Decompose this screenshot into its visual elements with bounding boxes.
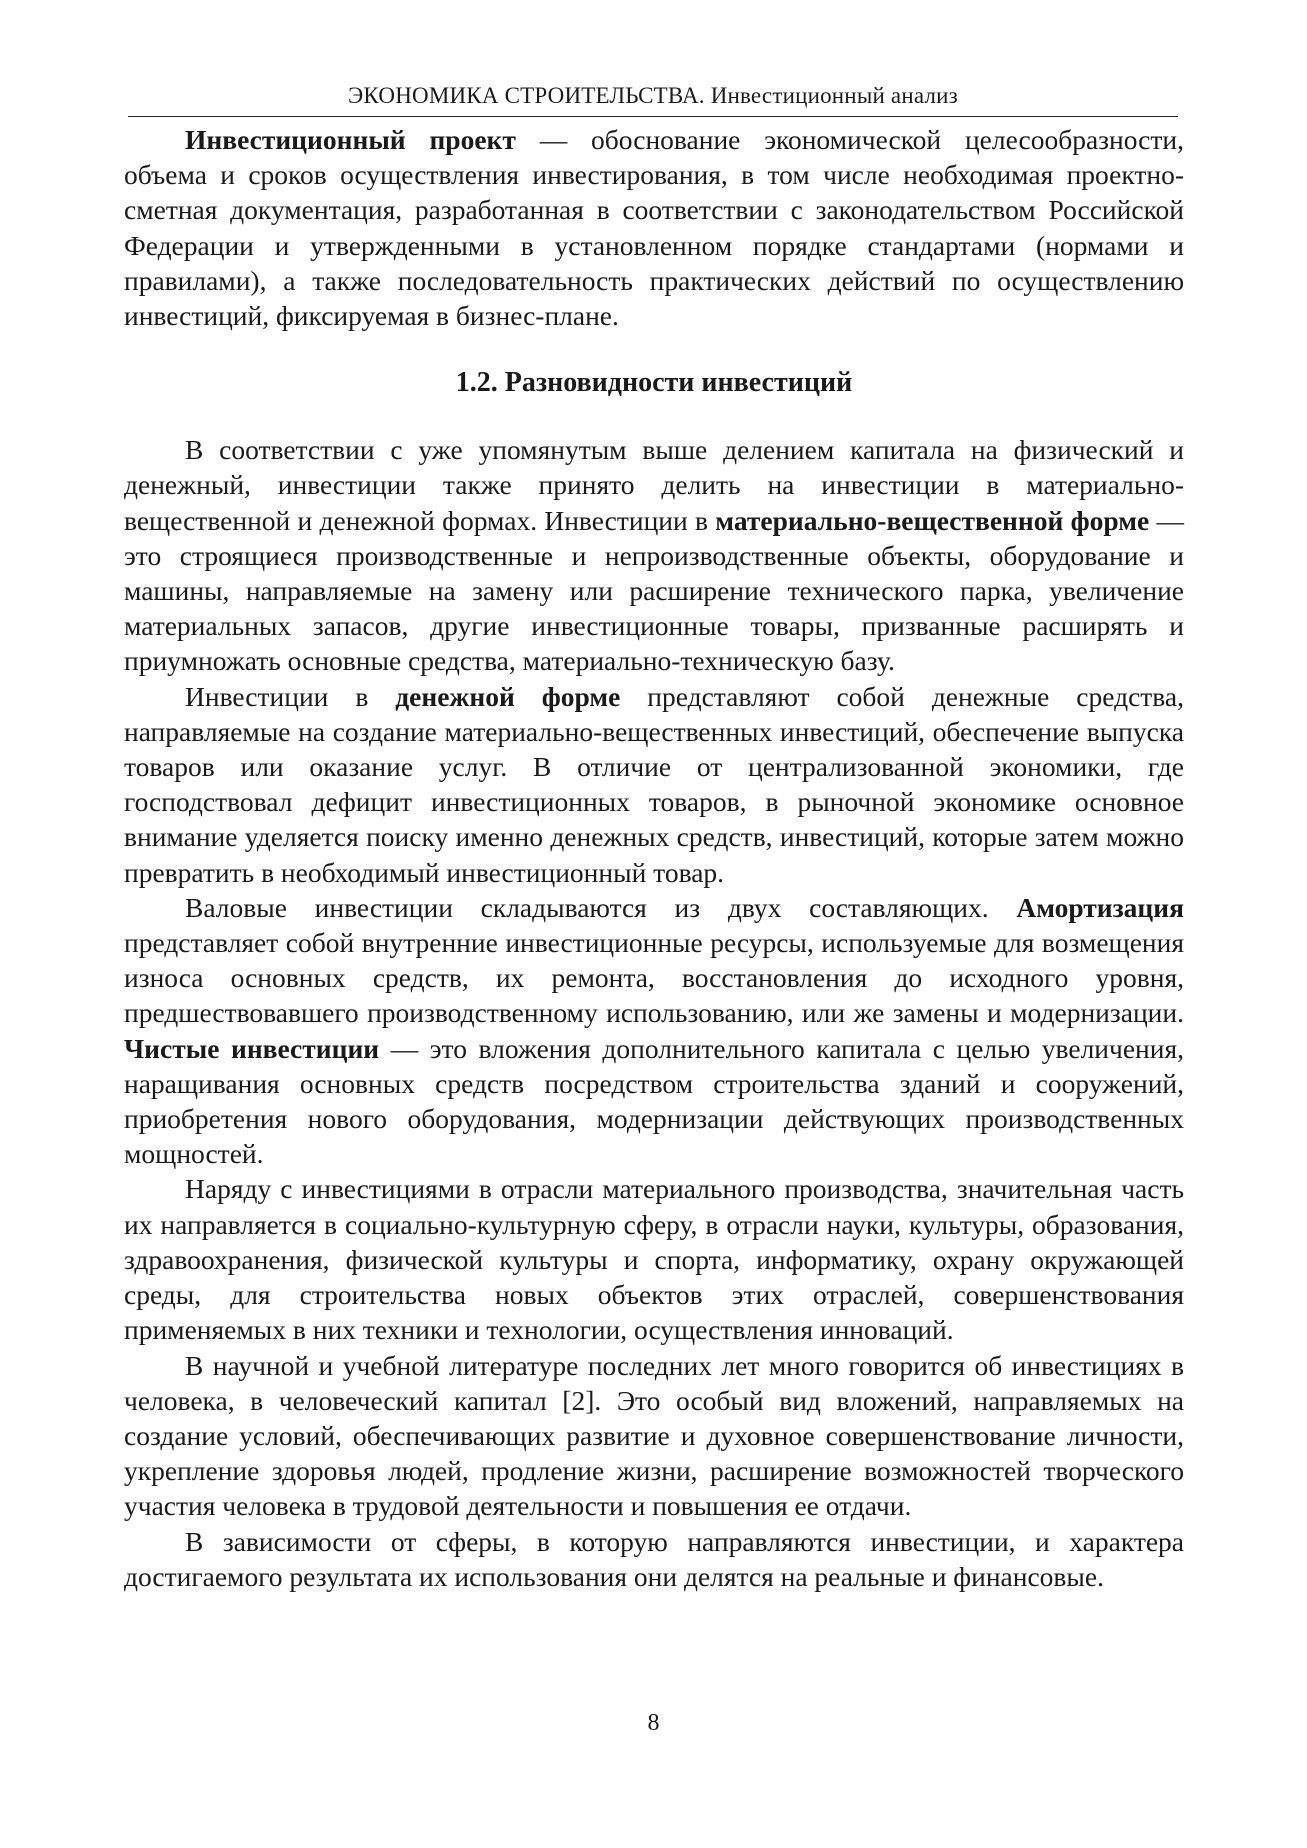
paragraph-text: представляют собой денежные средства, направляемые на создание материально-вещественных инвестиций, обеспечение выпуска товаров или оказание услуг. В отличие от централизованной экономики, где господствовал дефицит инвестиционных товаров, в рыночной экономике основное внимание уделяется поиску именно денежных средств, инвестиций, которые затем можно превратить в необходимый инвестиционный товар. (124, 680, 1184, 888)
paragraph-text: представляет собой внутренние инвестиционные ресурсы, используемые для возмещения износа основных средств, их ремонта, восстановления до исходного уровня, предшествовавшего производственному использованию, или же замены и модернизации. (124, 927, 1184, 1029)
section-heading: 1.2. Разновидности инвестиций (455, 367, 853, 399)
paragraph-text: Валовые инвестиции складываются из двух составляющих. (185, 891, 1017, 923)
paragraph-text: — это вложения дополнительного капитала с целью увеличения, наращивания основных средств посредством строительства зданий и сооружений, приобретения нового оборудования, модернизации действующих производственных мощностей. (124, 1032, 1185, 1170)
paragraph-gross-investment (124, 890, 1184, 1172)
page-body (124, 122, 1184, 1594)
paragraph-text: — обоснование экономической целесообразности, объема и сроков осуществления инвестирования, в том числе необходимая проектно-сметная документация, разработанная в соответствии с законодательством Российской Федерации и утвержденными в установленном порядке стандартами (нормами и правилами), а также последовательность практических действий по осуществлению инвестиций, фиксируемая в бизнес-плане. (124, 124, 1184, 332)
term-material-form: материально-вещественной форме (715, 504, 1150, 536)
term-investment-project: Инвестиционный проект (185, 124, 516, 155)
paragraph-human-capital: В научной и учебной литературе последних лет много говорится об инвестициях в человека, в человеческий капитал [2]. Это особый вид вложений, направляемых на создание условий, обеспечивающих развитие и духовное совершенствование личности, укрепление здоровья людей, продление жизни, расширение возможностей творческого участия человека в трудовой деятельности и повышения ее отдачи. (124, 1349, 1184, 1522)
paragraph-text: Инвестиции в (185, 680, 396, 712)
paragraph-real-financial: В зависимости от сферы, в которую направляются инвестиции, и характера достигаемого результата их использования они делятся на реальные и финансовые. (124, 1525, 1184, 1592)
paragraph-text: В соответствии с уже упомянутым выше делением капитала на физический и денежный, инвестиции также принято делить на инвестиции в материально-вещественной и денежной формах. Инвестиции в (124, 434, 1184, 536)
paragraph-investment-project (124, 122, 1184, 333)
paragraph-monetary-form (124, 679, 1184, 890)
paragraph-social-sphere: Наряду с инвестициями в отрасли материального производства, значительная часть их направляется в социально-культурную сферу, в отрасли науки, культуры, образования, здравоохранения, физической культуры и спорта, информатику, охрану окружающей среды, для строительства новых объектов этих отраслей, совершенствования применяемых в них техники и технологии, осуществления инноваций. (124, 1173, 1184, 1346)
term-amortization: Амортизация (1016, 891, 1184, 923)
header-rule (128, 116, 1178, 117)
page-number: 8 (647, 1710, 660, 1736)
paragraph-material-form (124, 432, 1184, 678)
paragraph-text: — это строящиеся производственные и непроизводственные объекты, оборудование и машины, направляемые на замену или расширение технического парка, увеличение материальных запасов, другие инвестиционные товары, призванные расширять и приумножать основные средства, материально-техническую базу. (124, 504, 1184, 677)
running-header: ЭКОНОМИКА СТРОИТЕЛЬСТВА. Инвестиционный анализ (348, 83, 958, 108)
term-monetary-form: денежной форме (395, 680, 621, 712)
term-net-investment: Чистые инвестиции (124, 1032, 380, 1064)
